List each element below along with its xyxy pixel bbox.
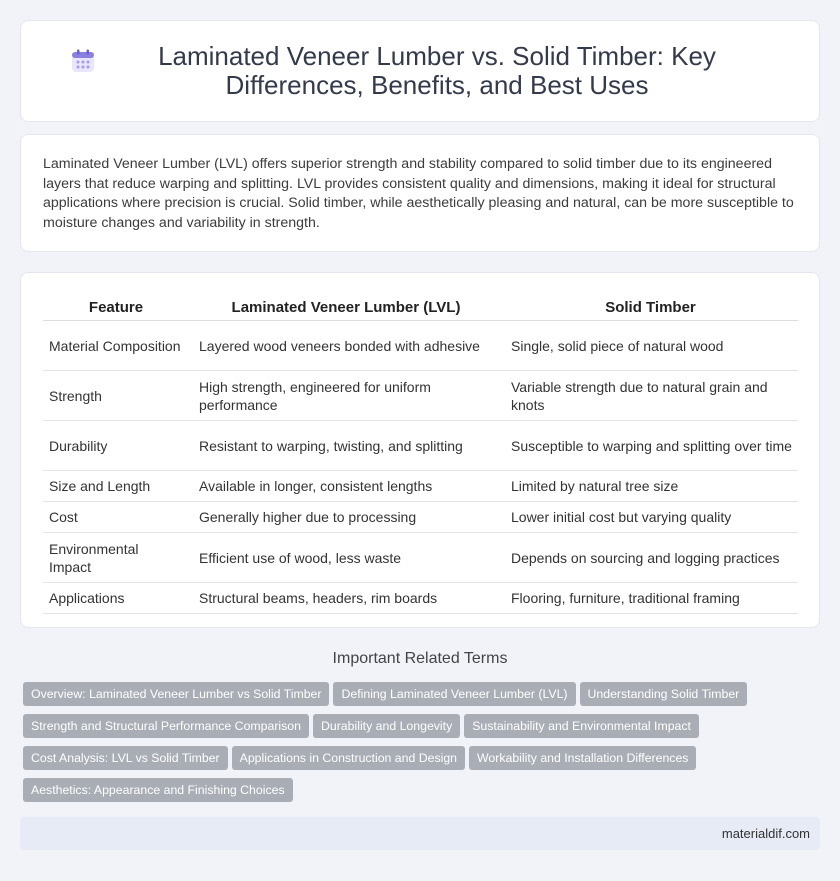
comparison-table — [43, 295, 798, 614]
row-feature: Durability — [43, 421, 189, 471]
table-row — [43, 321, 798, 371]
row-feature: Applications — [43, 583, 189, 614]
footer-site-link[interactable]: materialdif.com — [721, 826, 810, 841]
row-lvl-value: Available in longer, consistent lengths — [189, 471, 503, 502]
table-row — [43, 502, 798, 533]
row-solid-value: Susceptible to warping and splitting over time — [503, 421, 798, 471]
row-solid-value: Lower initial cost but varying quality — [503, 502, 798, 533]
table-row — [43, 471, 798, 502]
row-feature: Size and Length — [43, 471, 189, 502]
row-solid-value: Flooring, furniture, traditional framing — [503, 583, 798, 614]
table-header-row — [43, 295, 798, 321]
table-row — [43, 533, 798, 583]
header-solid-timber: Solid Timber — [503, 295, 798, 321]
footer — [20, 817, 820, 850]
title-wrap — [70, 42, 770, 100]
row-solid-value: Depends on sourcing and logging practices — [503, 533, 798, 583]
related-term-tag[interactable]: Overview: Laminated Veneer Lumber vs Solid Timber — [23, 682, 329, 706]
intro-card — [20, 134, 820, 252]
related-term-tag[interactable]: Workability and Installation Differences — [469, 746, 696, 770]
related-term-tag[interactable]: Applications in Construction and Design — [232, 746, 465, 770]
related-term-tag[interactable]: Durability and Longevity — [313, 714, 460, 738]
related-term-tag[interactable]: Sustainability and Environmental Impact — [464, 714, 699, 738]
intro-paragraph: Laminated Veneer Lumber (LVL) offers superior strength and stability compared to solid timber due to its engineered layers that reduce warping and splitting. LVL provides consistent quality and dimensions, making it ideal for structural applications where precision is crucial. Solid timber, while aesthetically pleasing and natural, can be more susceptible to moisture changes and variability in strength. — [43, 156, 794, 231]
related-term-tag[interactable]: Cost Analysis: LVL vs Solid Timber — [23, 746, 228, 770]
row-feature: Environmental Impact — [43, 533, 189, 583]
related-terms-tags — [23, 682, 823, 810]
row-solid-value: Single, solid piece of natural wood — [503, 321, 798, 371]
row-lvl-value: Generally higher due to processing — [189, 502, 503, 533]
row-feature: Cost — [43, 502, 189, 533]
calendar-icon — [70, 48, 96, 74]
related-terms-title: Important Related Terms — [332, 650, 508, 667]
page-title: Laminated Veneer Lumber vs. Solid Timber: Key Differences, Benefits, and Best Uses — [158, 41, 716, 100]
title-card — [20, 20, 820, 122]
row-feature: Material Composition — [43, 321, 189, 371]
related-term-tag[interactable]: Defining Laminated Veneer Lumber (LVL) — [333, 682, 575, 706]
comparison-table-card — [20, 272, 820, 628]
table-row — [43, 371, 798, 421]
header-lvl: Laminated Veneer Lumber (LVL) — [189, 295, 503, 321]
header-feature: Feature — [43, 295, 189, 321]
row-lvl-value: Structural beams, headers, rim boards — [189, 583, 503, 614]
row-lvl-value: Layered wood veneers bonded with adhesive — [189, 321, 503, 371]
row-feature: Strength — [43, 371, 189, 421]
related-term-tag[interactable]: Strength and Structural Performance Comparison — [23, 714, 309, 738]
table-row — [43, 421, 798, 471]
row-solid-value: Limited by natural tree size — [503, 471, 798, 502]
row-lvl-value: Efficient use of wood, less waste — [189, 533, 503, 583]
table-row — [43, 583, 798, 614]
related-term-tag[interactable]: Aesthetics: Appearance and Finishing Choices — [23, 778, 293, 802]
row-solid-value: Variable strength due to natural grain and knots — [503, 371, 798, 421]
row-lvl-value: High strength, engineered for uniform performance — [189, 371, 503, 421]
related-term-tag[interactable]: Understanding Solid Timber — [580, 682, 748, 706]
row-lvl-value: Resistant to warping, twisting, and splitting — [189, 421, 503, 471]
